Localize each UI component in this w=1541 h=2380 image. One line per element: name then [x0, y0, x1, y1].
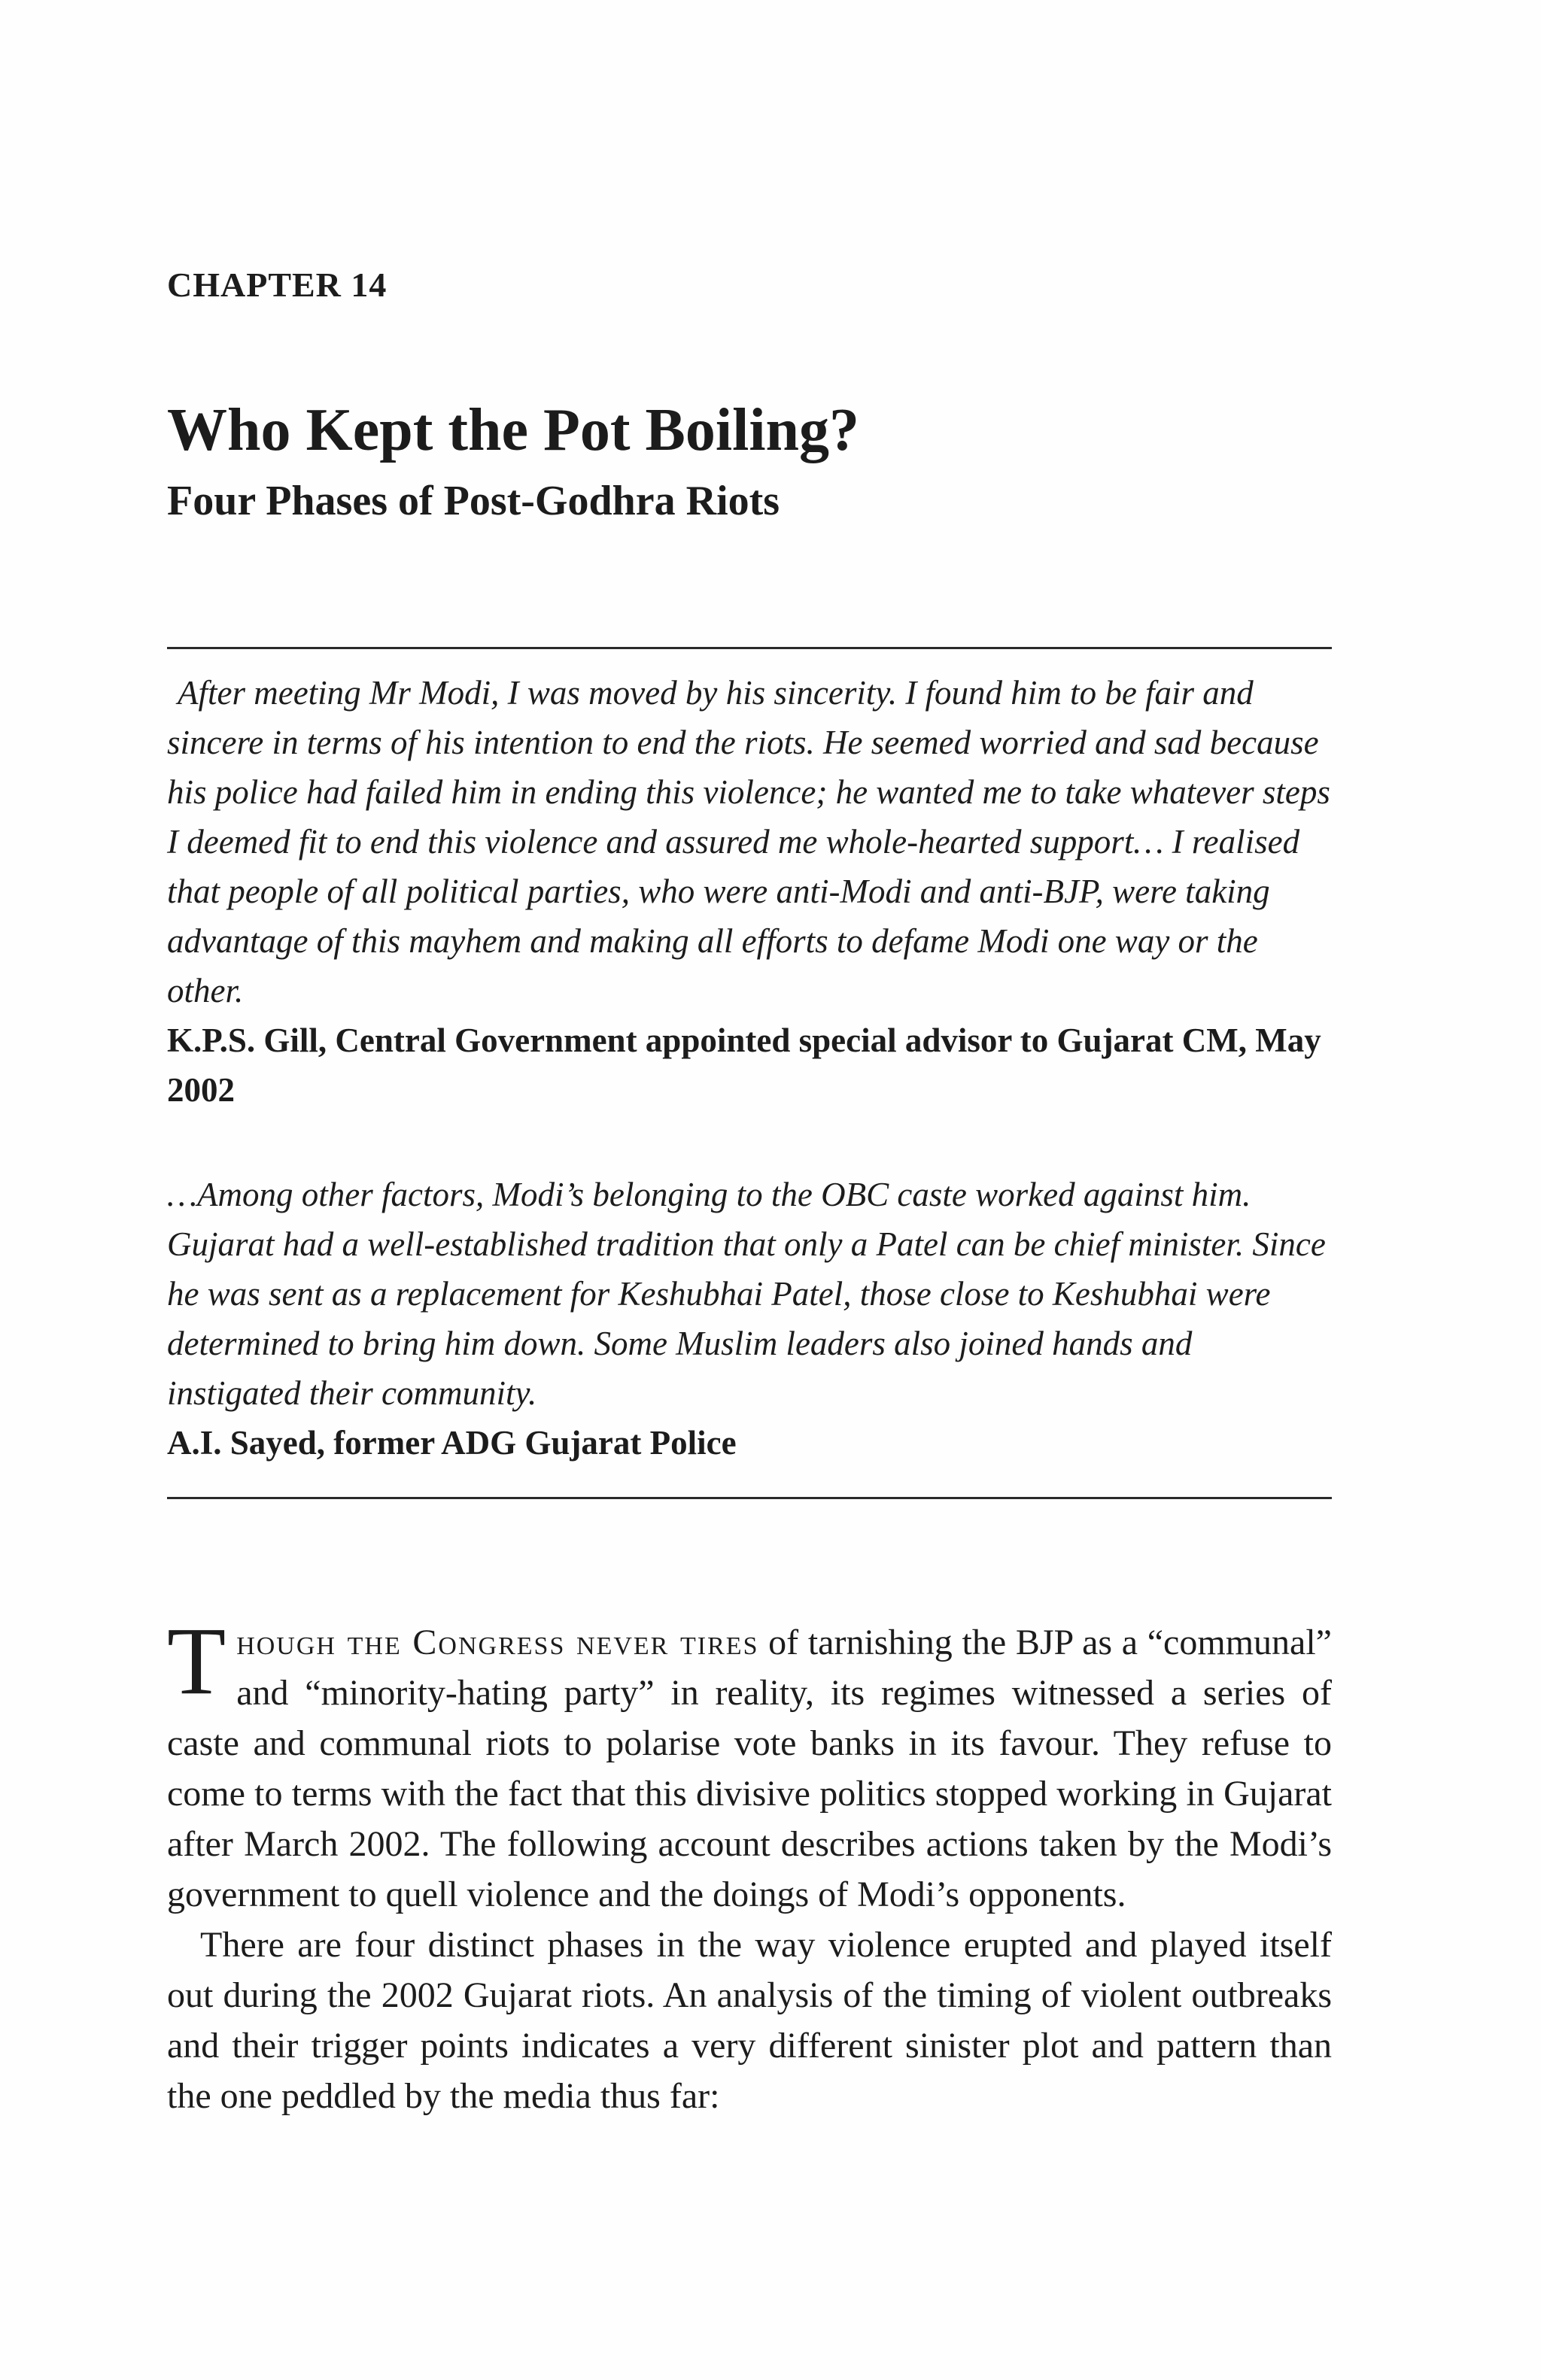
epigraph	[167, 668, 1332, 1115]
body-paragraph: There are four distinct phases in the way violence erupted and played itself out during the 2002 Gujarat riots. An analysis of the timing of violent outbreaks and their trigger points indicates a very different sinister plot and pattern than the one peddled by the media thus far:	[167, 1925, 1332, 2116]
lead-in: hough the Congress never tires	[236, 1623, 759, 1662]
chapter-subtitle: Four Phases of Post-Godhra Riots	[167, 478, 780, 524]
drop-cap: T	[167, 1607, 226, 1714]
epigraph-attribution: K.P.S. Gill, Central Government appointed special advisor to Gujarat CM, May 2002	[167, 1022, 1321, 1109]
epigraph-quote: …Among other factors, Modi’s belonging to the OBC caste worked against him. Gujarat had a well-established tradition that only a Patel can be chief minister. Since he was sent as a replacement for Keshubhai Patel, those close to Keshubhai were determined to bring him down. Some Muslim leaders also joined hands and instigated their community.	[167, 1176, 1326, 1412]
body-paragraph	[167, 1607, 1332, 1920]
epigraph-quote: After meeting Mr Modi, I was moved by his sincerity. I found him to be fair and sincere in terms of his intention to end the riots. He seemed worried and sad because his police had failed him in ending this violence; he wanted me to take whatever steps I deemed fit to end this violence and assured me whole-hearted support… I realised that people of all political parties, who were anti-Modi and anti-BJP, were taking advantage of this mayhem and making all efforts to defame Modi one way or the other.	[167, 674, 1330, 1009]
epigraph-rule-top	[167, 647, 1332, 649]
epigraph-attribution: A.I. Sayed, former ADG Gujarat Police	[167, 1424, 737, 1462]
body-text	[167, 1607, 1332, 2121]
paragraph-text: of tarnishing the BJP as a “communal” and “minority-hating party” in reality, its regimes witnessed a series of caste and communal riots to polarise vote banks in its favour. They refuse to come to terms with the fact that this divisive politics stopped working in Gujarat after March 2002. The following account describes actions taken by the Modi’s government to quell violence and the doings of Modi’s opponents.	[167, 1623, 1332, 1914]
chapter-title: Who Kept the Pot Boiling?	[167, 397, 860, 463]
chapter-label: CHAPTER 14	[167, 266, 388, 304]
epigraph	[167, 1170, 1332, 1468]
epigraph-rule-bottom	[167, 1497, 1332, 1499]
